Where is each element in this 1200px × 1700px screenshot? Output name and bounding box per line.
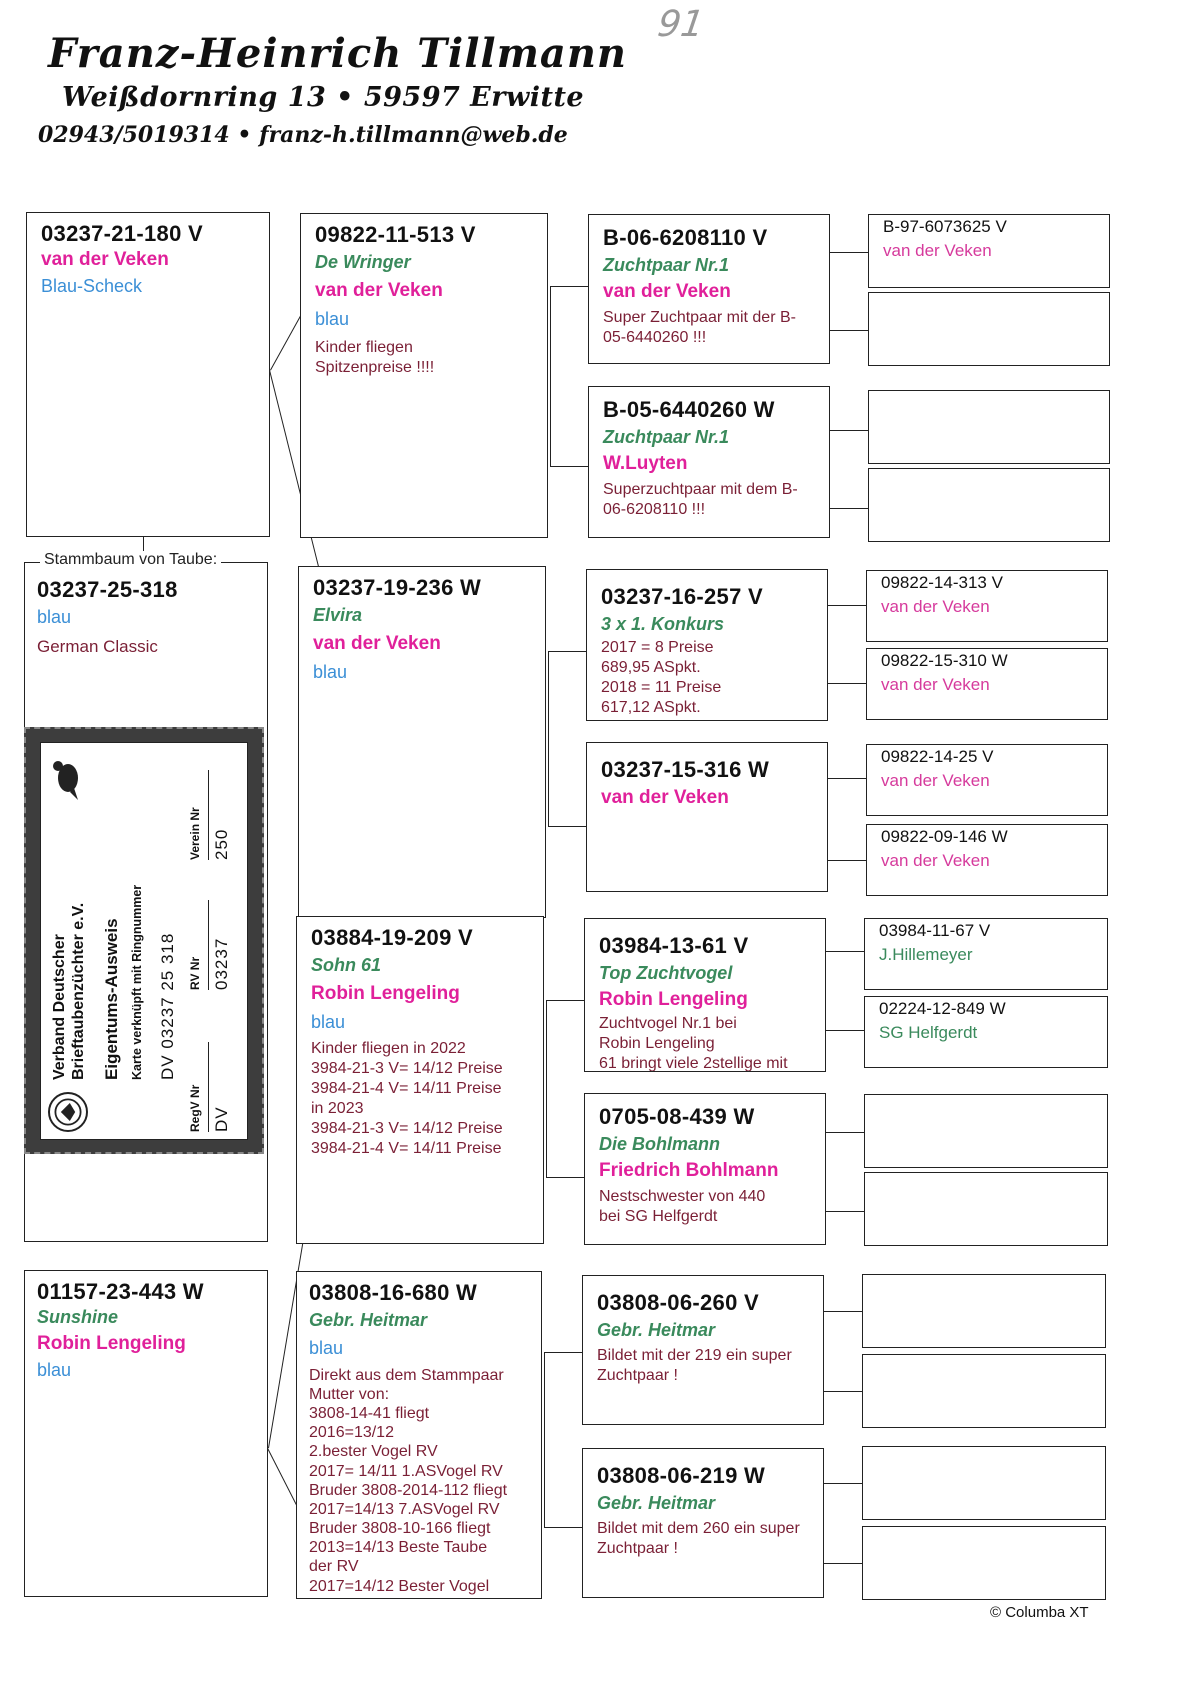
card-rv-label: RV Nr (188, 956, 202, 990)
breeder-contact: 02943/5019314 • franz-h.tillmann@web.de (38, 122, 568, 148)
card-regv-value: DV (212, 1106, 231, 1132)
note-line: 2017 = 8 Preise (601, 638, 714, 656)
card-subtitle: Karte verknüpft mit Ringnummer (130, 884, 144, 1080)
ancestor-note (601, 638, 813, 718)
ancestor-empty-card[interactable] (862, 1274, 1106, 1348)
breeder-name: Franz-Heinrich Tillmann (48, 30, 627, 77)
grandfather-paternal-color: blau (315, 308, 350, 329)
note-line: 2013=14/13 Beste Taube (309, 1539, 488, 1557)
connector-line (830, 430, 868, 431)
ancestor-note (599, 1187, 811, 1227)
grandfather-maternal-name: Sohn 61 (311, 955, 382, 976)
ancestor-ring: B-06-6208110 V (603, 225, 768, 250)
grandmother-paternal-ring: 03237-19-236 W (313, 575, 482, 600)
ancestor-breeder: van der Veken (881, 675, 990, 695)
connector-line (824, 1311, 862, 1312)
mother-name: Sunshine (37, 1307, 119, 1328)
grandmother-maternal-note (309, 1366, 529, 1596)
father-color: Blau-Scheck (41, 276, 143, 297)
card-rule (208, 900, 209, 990)
note-line: 2017=14/13 7.ASVogel RV (309, 1500, 500, 1518)
ancestor-name: Zuchtpaar Nr.1 (603, 255, 730, 276)
pedigree-label: Stammbaum von Taube: (40, 551, 221, 569)
ancestor-name: 3 x 1. Konkurs (601, 614, 725, 635)
connector-line (826, 951, 864, 952)
ancestor-ring: 09822-09-146 W (881, 827, 1008, 846)
grandfather-maternal-note (311, 1039, 529, 1159)
note-line: der RV (309, 1558, 359, 1576)
note-line: 2.bester Vogel RV (309, 1443, 438, 1461)
note-line: 2018 = 11 Preise (601, 678, 722, 696)
grandfather-paternal-breeder: van der Veken (315, 279, 443, 301)
ancestor-fmmm-card[interactable] (866, 824, 1108, 896)
note-line: Bruder 3808-10-166 fliegt (309, 1520, 491, 1538)
ancestor-mffm-card[interactable] (864, 996, 1108, 1068)
father-ring: 03237-21-180 V (41, 221, 203, 246)
ancestor-breeder: SG Helfgerdt (879, 1023, 978, 1043)
connector-line (544, 1352, 545, 1527)
connector-line (544, 1527, 584, 1528)
connector-line (548, 651, 549, 826)
father-card[interactable] (26, 212, 270, 537)
mother-ring: 01157-23-443 W (37, 1279, 204, 1304)
grandfather-paternal-ring: 09822-11-513 V (315, 222, 476, 247)
breeder-address: Weißdornring 13 • 59597 Erwitte (62, 82, 585, 113)
grandmother-paternal-breeder: van der Veken (313, 632, 441, 654)
ancestor-fmmf-card[interactable] (866, 744, 1108, 816)
connector-line (548, 826, 588, 827)
ancestor-breeder: van der Veken (601, 787, 729, 809)
ancestor-ffff-card[interactable] (868, 214, 1110, 288)
note-line: bei SG Helfgerdt (599, 1207, 718, 1225)
ancestor-note: Bildet mit dem 260 ein super Zuchtpaar ! (597, 1519, 800, 1557)
ancestor-ring: 03984-11-67 V (879, 921, 991, 940)
connector-line (830, 252, 868, 253)
card-org-line2: Brieftaubenzüchter e.V. (70, 902, 88, 1080)
ancestor-breeder: van der Veken (881, 597, 990, 617)
ancestor-breeder: J.Hillemeyer (879, 945, 973, 965)
ancestor-mmf-card[interactable] (582, 1275, 824, 1425)
ancestor-ring: B-97-6073625 V (883, 217, 1007, 236)
ancestor-mfm-card[interactable] (584, 1093, 826, 1245)
grandmother-paternal-name: Elvira (313, 605, 363, 626)
note-line: Spitzenpreise !!!! (315, 359, 435, 377)
connector-line (824, 1483, 862, 1484)
card-rv-value: 03237 (212, 937, 231, 990)
connector-line (830, 508, 868, 509)
note-line: 2016=13/12 (309, 1424, 394, 1442)
note-line: 3984-21-4 V= 14/11 Preise (311, 1080, 502, 1098)
connector-line (828, 860, 866, 861)
note-line: Nestschwester von 440 (599, 1187, 766, 1205)
connector-line (826, 1030, 864, 1031)
connector-line (824, 1563, 862, 1564)
ancestor-mfff-card[interactable] (864, 918, 1108, 990)
ancestor-breeder: van der Veken (883, 241, 992, 261)
card-verein-label: Verein Nr (188, 807, 202, 860)
note-line: Kinder fliegen in 2022 (311, 1040, 466, 1058)
grandfather-maternal-card[interactable] (296, 916, 544, 1244)
connector-line (826, 1132, 864, 1133)
grandfather-maternal-color: blau (311, 1011, 346, 1032)
ancestor-name: Gebr. Heitmar (597, 1493, 716, 1514)
ancestor-empty-card[interactable] (864, 1094, 1108, 1168)
ancestor-ring: 03808-06-260 V (597, 1290, 759, 1315)
connector-line (546, 1000, 586, 1001)
father-breeder: van der Veken (41, 249, 169, 271)
ancestor-ring: 03237-16-257 V (601, 584, 763, 609)
ancestor-note: Superzuchtpaar mit dem B-06-6208110 !!! (603, 480, 798, 518)
card-regv-label: RegV Nr (188, 1084, 202, 1132)
card-org-line1: Verband Deutscher (51, 934, 68, 1080)
ancestor-empty-card[interactable] (868, 292, 1110, 366)
ancestor-fff-card[interactable] (588, 214, 830, 364)
ancestor-mmm-card[interactable] (582, 1448, 824, 1598)
ancestor-note: Super Zuchtpaar mit der B-05-6440260 !!! (603, 308, 796, 346)
ancestor-ring: 09822-14-313 V (881, 573, 1003, 592)
mother-card[interactable] (24, 1270, 268, 1597)
card-verein-value: 250 (212, 828, 231, 860)
ancestor-empty-card[interactable] (868, 390, 1110, 464)
connector-line (550, 286, 551, 466)
card-title: Eigentums-Ausweis (102, 918, 121, 1080)
ancestor-mff-card[interactable] (584, 918, 826, 1072)
note-line: 61 bringt viele 2stellige mit (599, 1054, 788, 1072)
grandfather-paternal-note (315, 338, 533, 378)
note-line: Bruder 3808-2014-112 fliegt (309, 1481, 508, 1499)
connector-line (830, 330, 868, 331)
connector-line (828, 683, 866, 684)
connector-line (546, 1177, 586, 1178)
ancestor-empty-card[interactable] (868, 468, 1110, 542)
grandfather-paternal-card[interactable] (300, 213, 548, 538)
ancestor-fmf-card[interactable] (586, 569, 828, 721)
connector-line (550, 466, 588, 467)
note-line: in 2023 (311, 1100, 364, 1118)
connector-line (828, 605, 866, 606)
note-line: 689,95 ASpkt. (601, 658, 701, 676)
ancestor-name: Gebr. Heitmar (597, 1320, 716, 1341)
ancestor-empty-card[interactable] (864, 1172, 1108, 1246)
pigeon-name: German Classic (37, 636, 158, 656)
mother-breeder: Robin Lengeling (37, 1332, 186, 1354)
ancestor-empty-card[interactable] (862, 1446, 1106, 1520)
note-line: 3808-14-41 fliegt (309, 1404, 430, 1422)
note-line: 3984-21-3 V= 14/12 Preise (311, 1060, 503, 1078)
ancestor-name: Zuchtpaar Nr.1 (603, 427, 730, 448)
ancestor-breeder: van der Veken (881, 851, 990, 871)
grandmother-paternal-color: blau (313, 661, 348, 682)
ancestor-name: Die Bohlmann (599, 1134, 721, 1155)
pigeon-icon (48, 756, 84, 800)
ancestor-ring: 03237-15-316 W (601, 757, 770, 782)
ancestor-note: Bildet mit der 219 ein super Zuchtpaar ! (597, 1346, 792, 1384)
ancestor-breeder: van der Veken (881, 771, 990, 791)
vdb-logo-icon (48, 1092, 88, 1132)
ancestor-breeder: W.Luyten (603, 452, 688, 474)
note-line: 2017= 14/11 1.ASVogel RV (309, 1462, 503, 1480)
grandmother-maternal-card[interactable] (296, 1271, 542, 1599)
ancestor-note (599, 1014, 811, 1072)
card-ring: DV 03237 25 318 (158, 932, 177, 1080)
ancestor-breeder: Robin Lengeling (599, 988, 748, 1010)
grandfather-paternal-name: De Wringer (315, 252, 411, 273)
connector-line (828, 778, 866, 779)
connector-line (550, 286, 588, 287)
grandmother-maternal-ring: 03808-16-680 W (309, 1280, 478, 1305)
ancestor-ring: 02224-12-849 W (879, 999, 1006, 1018)
grandfather-maternal-ring: 03884-19-209 V (311, 925, 473, 950)
note-line: Zuchtvogel Nr.1 bei (599, 1014, 737, 1032)
ancestor-empty-card[interactable] (862, 1354, 1106, 1428)
note-line: Mutter von: (309, 1385, 390, 1403)
connector-line (546, 1000, 547, 1177)
ancestor-breeder: Friedrich Bohlmann (599, 1159, 779, 1181)
ancestor-ffm-card[interactable] (588, 386, 830, 538)
ancestor-empty-card[interactable] (862, 1526, 1106, 1600)
note-line: Kinder fliegen (315, 339, 413, 357)
ancestor-ring: 0705-08-439 W (599, 1104, 755, 1129)
note-line: Direkt aus dem Stammpaar (309, 1366, 504, 1384)
ancestor-ring: 09822-15-310 W (881, 651, 1008, 670)
connector-line (548, 651, 588, 652)
card-rule (208, 770, 209, 860)
membership-card-content (40, 742, 248, 1140)
grandmother-maternal-color: blau (309, 1337, 344, 1358)
connector-line (544, 1352, 584, 1353)
ancestor-ring: 03808-06-219 W (597, 1463, 766, 1488)
note-line: Robin Lengeling (599, 1034, 715, 1052)
note-line: 3984-21-3 V= 14/12 Preise (311, 1120, 503, 1138)
ancestor-ring: B-05-6440260 W (603, 397, 775, 422)
card-rule (208, 1042, 209, 1132)
ancestor-breeder: van der Veken (603, 280, 731, 302)
connector-line (143, 536, 144, 552)
note-line: 3984-21-4 V= 14/11 Preise (311, 1140, 502, 1158)
ancestor-fmm-card[interactable] (586, 742, 828, 892)
ancestor-fmfm-card[interactable] (866, 648, 1108, 720)
note-line: 617,12 ASpkt. (601, 698, 701, 716)
ancestor-ring: 03984-13-61 V (599, 933, 749, 958)
grandfather-maternal-breeder: Robin Lengeling (311, 982, 460, 1004)
grandmother-paternal-card[interactable] (298, 566, 546, 918)
card-org (50, 903, 88, 1080)
copyright: © Columba XT (990, 1604, 1089, 1621)
ancestor-fmff-card[interactable] (866, 570, 1108, 642)
page-number: 91 (655, 4, 707, 45)
ancestor-name: Top Zuchtvogel (599, 963, 733, 984)
ancestor-ring: 09822-14-25 V (881, 747, 994, 766)
grandmother-maternal-name: Gebr. Heitmar (309, 1310, 428, 1331)
mother-color: blau (37, 1359, 72, 1380)
pigeon-ring: 03237-25-318 (37, 577, 178, 602)
note-line: 2017=14/12 Bester Vogel (309, 1577, 490, 1595)
connector-line (824, 1391, 862, 1392)
pigeon-color: blau (37, 607, 72, 628)
connector-line (826, 1211, 864, 1212)
